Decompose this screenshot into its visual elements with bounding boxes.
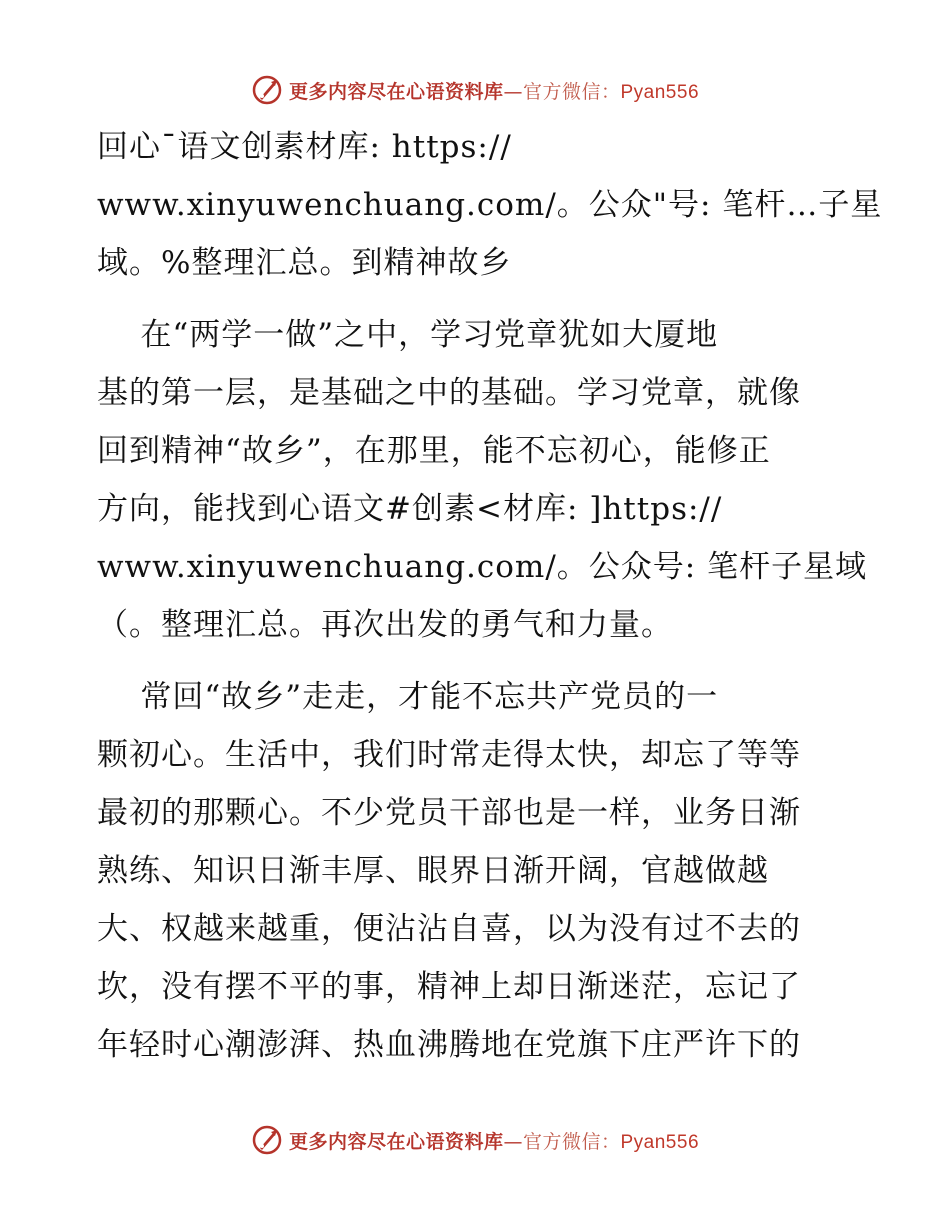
header-banner bbox=[0, 70, 950, 110]
quill-logo-icon bbox=[251, 74, 283, 106]
text-line: 回到精神“故乡”，在那里，能不忘初心，能修正 bbox=[97, 433, 771, 469]
text-line: 最初的那颗心。不少党员干部也是一样，业务日渐 bbox=[97, 795, 801, 831]
footer-banner bbox=[0, 1120, 950, 1160]
banner-wechat-label: 官方微信： bbox=[522, 1130, 621, 1153]
paragraph-1 bbox=[97, 118, 883, 292]
text-line: 域。%整理汇总。到精神故乡 bbox=[97, 245, 512, 281]
banner-dash: — bbox=[503, 80, 523, 103]
paragraph-2 bbox=[97, 306, 868, 654]
text-line: www.xinyuwenchuang.com/。公众"号: 笔杆…子星 bbox=[97, 187, 883, 223]
text-line: 回心¯语文创素材库: https:// bbox=[97, 129, 512, 165]
banner-text bbox=[289, 1127, 699, 1154]
banner-site-name: 更多内容尽在心语资料库 bbox=[288, 1130, 504, 1153]
text-line: www.xinyuwenchuang.com/。公众号: 笔杆子星域 bbox=[97, 549, 868, 585]
banner-dash: — bbox=[503, 1130, 523, 1153]
banner-wechat-id: Pyan556 bbox=[620, 81, 700, 103]
text-line: 坎，没有摆不平的事，精神上却日渐迷茫，忘记了 bbox=[97, 969, 801, 1005]
banner-wechat-id: Pyan556 bbox=[620, 1131, 700, 1153]
quill-logo-icon bbox=[251, 1124, 283, 1156]
text-line: 大、权越来越重，便沾沾自喜，以为没有过不去的 bbox=[97, 911, 801, 947]
banner-text bbox=[289, 77, 699, 104]
text-line: （。整理汇总。再次出发的勇气和力量。 bbox=[97, 607, 673, 643]
text-line: 年轻时心潮澎湃、热血沸腾地在党旗下庄严许下的 bbox=[97, 1027, 801, 1063]
text-line: 颗初心。生活中，我们时常走得太快，却忘了等等 bbox=[97, 737, 801, 773]
banner-site-name: 更多内容尽在心语资料库 bbox=[288, 80, 504, 103]
document-body bbox=[97, 118, 883, 1074]
text-line: 方向，能找到心语文#创素<材库: ]https:// bbox=[97, 491, 723, 527]
text-line: 熟练、知识日渐丰厚、眼界日渐开阔，官越做越 bbox=[97, 853, 769, 889]
text-line: 基的第一层，是基础之中的基础。学习党章，就像 bbox=[97, 375, 801, 411]
banner-wechat-label: 官方微信： bbox=[522, 80, 621, 103]
text-line: 在“两学一做”之中，学习党章犹如大厦地 bbox=[97, 317, 719, 353]
paragraph-3 bbox=[97, 668, 853, 1074]
text-line: 常回“故乡”走走，才能不忘共产党员的一 bbox=[97, 679, 719, 715]
